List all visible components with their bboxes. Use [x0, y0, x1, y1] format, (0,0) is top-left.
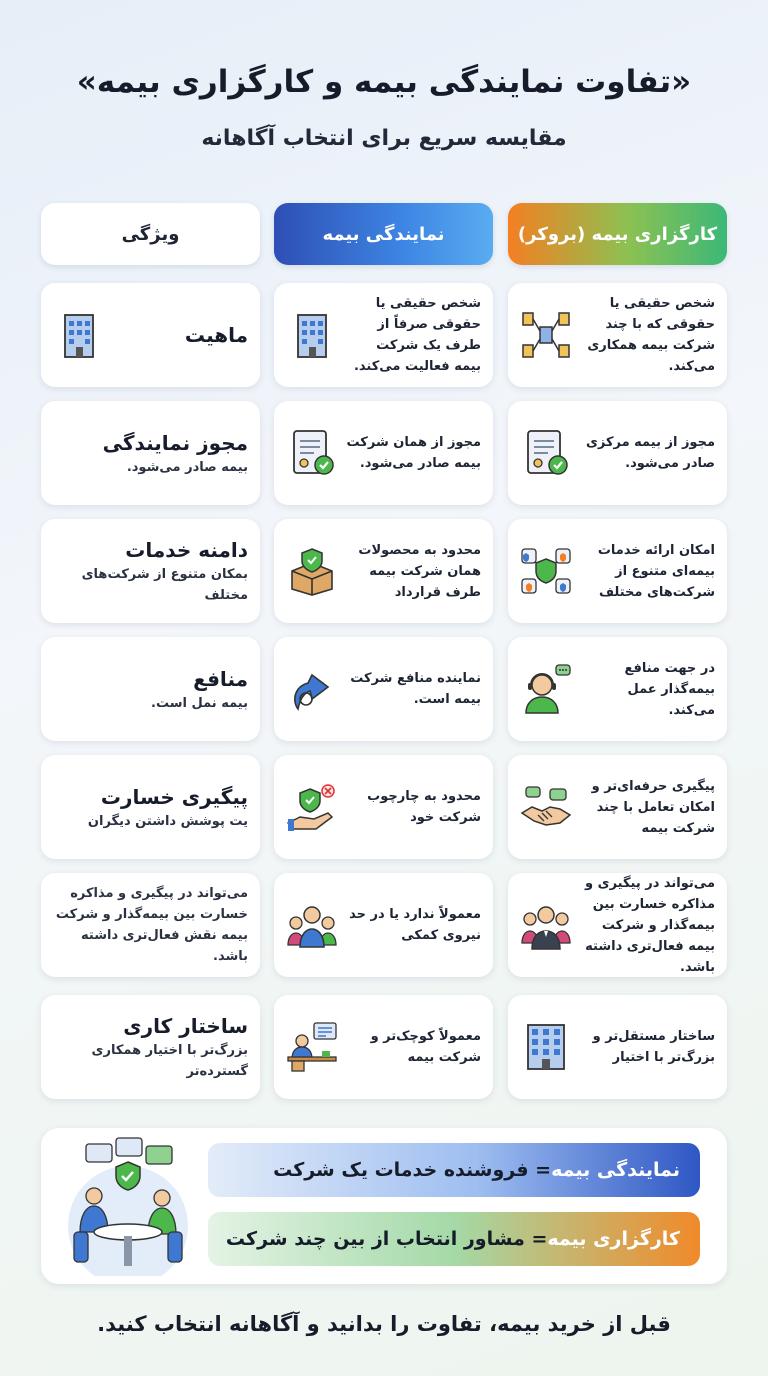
team-leader-icon	[520, 899, 572, 951]
page-title: «تفاوت نمایندگی بیمه و کارگزاری بیمه»	[76, 64, 692, 100]
meeting-illustration-icon	[64, 1136, 192, 1276]
curved-arrow-icon	[286, 663, 338, 715]
team-icon	[286, 899, 338, 951]
cell-text: امکان ارائه خدمات بیمه‌ای متنوع از شرکت‌های مختلف	[597, 542, 715, 600]
page-subtitle: مقایسه سریع برای انتخاب آگاهانه	[201, 126, 567, 151]
cell-text: در جهت منافع بیمه‌گذار عمل می‌کند.	[624, 660, 715, 718]
agent-cell	[274, 401, 493, 505]
hand-shield-icon	[286, 781, 338, 833]
feature-desc: بمکان متنوع از شرکت‌های مختلف	[81, 567, 248, 603]
summary-broker-line	[208, 1212, 700, 1266]
feature-cell	[41, 401, 260, 505]
office-building-icon	[520, 1021, 572, 1073]
building-icon	[286, 309, 338, 361]
cell-text: مجوز از بیمه مرکزی صادر می‌شود.	[585, 435, 715, 471]
cell-text: محدود به چارچوب شرکت خود	[367, 789, 481, 825]
handshake-icon	[520, 781, 572, 833]
multi-shield-icon	[520, 545, 572, 597]
feature-cell	[41, 637, 260, 741]
cell-text: معمولاً ندارد یا در حد نیروی کمکی	[349, 907, 481, 943]
cell-text: ساختار مستقل‌تر و بزرگ‌تر با اختیار	[592, 1029, 715, 1065]
network-buildings-icon	[520, 309, 572, 361]
agent-cell	[274, 995, 493, 1099]
header-agent: نمایندگی بیمه	[274, 203, 493, 265]
feature-title: دامنه خدمات	[125, 538, 248, 562]
summary-agent-term: نمایندگی بیمه	[551, 1159, 680, 1181]
cell-text: معمولاً کوچک‌تر و شرکت بیمه	[370, 1029, 481, 1065]
cell-text: محدود به محصولات همان شرکت بیمه طرف قرارداد	[358, 542, 481, 600]
feature-cell	[41, 995, 260, 1099]
broker-cell	[508, 519, 727, 623]
summary-agent-text: = فروشنده خدمات یک شرکت	[273, 1159, 552, 1181]
agent-cell	[274, 519, 493, 623]
cell-text: شخص حقیقی یا حقوقی صرفاً از طرف یک شرکت بیمه فعالیت می‌کند.	[353, 296, 481, 374]
feature-desc: می‌تواند در پیگیری و مذاکره خسارت بین بیمه‌گذار و شرکت بیمه نقش فعال‌تری داشته باشد.	[55, 886, 248, 964]
feature-desc: بیمه نمل است.	[151, 695, 248, 711]
feature-title: منافع	[193, 666, 248, 691]
agent-cell	[274, 873, 493, 977]
feature-cell	[41, 755, 260, 859]
feature-desc: یت پوشش داشتن دیگران	[87, 813, 248, 829]
building-icon	[53, 309, 105, 361]
feature-title: ماهیت	[184, 323, 248, 347]
feature-desc: بزرگ‌تر با اختیار همکاری گسترده‌تر	[91, 1043, 248, 1079]
feature-cell	[41, 519, 260, 623]
broker-cell	[508, 283, 727, 387]
broker-cell	[508, 873, 727, 977]
summary-agent-line	[208, 1143, 700, 1197]
cell-text: پیگیری حرفه‌ای‌تر و امکان تعامل با چند شرکت بیمه	[591, 778, 715, 836]
summary-broker-term: کارگزاری بیمه	[547, 1228, 680, 1250]
shield-box-icon	[286, 545, 338, 597]
feature-title: ساختار کاری	[123, 1014, 248, 1038]
cell-text: شخص حقیقی یا حقوقی که با چند شرکت بیمه همکاری می‌کند.	[587, 296, 715, 374]
cell-text: می‌تواند در پیگیری و مذاکره خسارت بین بیمه‌گذار و شرکت بیمه فعال‌تری داشته باشد.	[585, 875, 715, 975]
support-agent-icon	[520, 663, 572, 715]
broker-cell	[508, 637, 727, 741]
footer-note: قبل از خرید بیمه، تفاوت را بدانید و آگاهانه انتخاب کنید.	[97, 1312, 671, 1336]
agent-cell	[274, 755, 493, 859]
broker-cell	[508, 401, 727, 505]
broker-cell	[508, 995, 727, 1099]
feature-title: پیگیری خسارت	[100, 784, 248, 809]
feature-desc: بیمه صادر می‌شود.	[126, 459, 248, 475]
header-broker: کارگزاری بیمه (بروکر)	[508, 203, 727, 265]
feature-cell	[41, 283, 260, 387]
certificate-icon	[520, 427, 572, 479]
feature-title: مجوز نمایندگی	[102, 430, 248, 455]
agent-cell	[274, 637, 493, 741]
desk-worker-icon	[286, 1021, 338, 1073]
cell-text: مجوز از همان شرکت بیمه صادر می‌شود.	[346, 435, 481, 471]
cell-text: نماینده منافع شرکت بیمه است.	[350, 671, 481, 707]
broker-cell	[508, 755, 727, 859]
certificate-icon	[286, 427, 338, 479]
agent-cell	[274, 283, 493, 387]
summary-broker-text: = مشاور انتخاب از بین چند شرکت	[225, 1228, 548, 1250]
header-feature: ویژگی	[41, 203, 260, 265]
feature-cell	[41, 873, 260, 977]
